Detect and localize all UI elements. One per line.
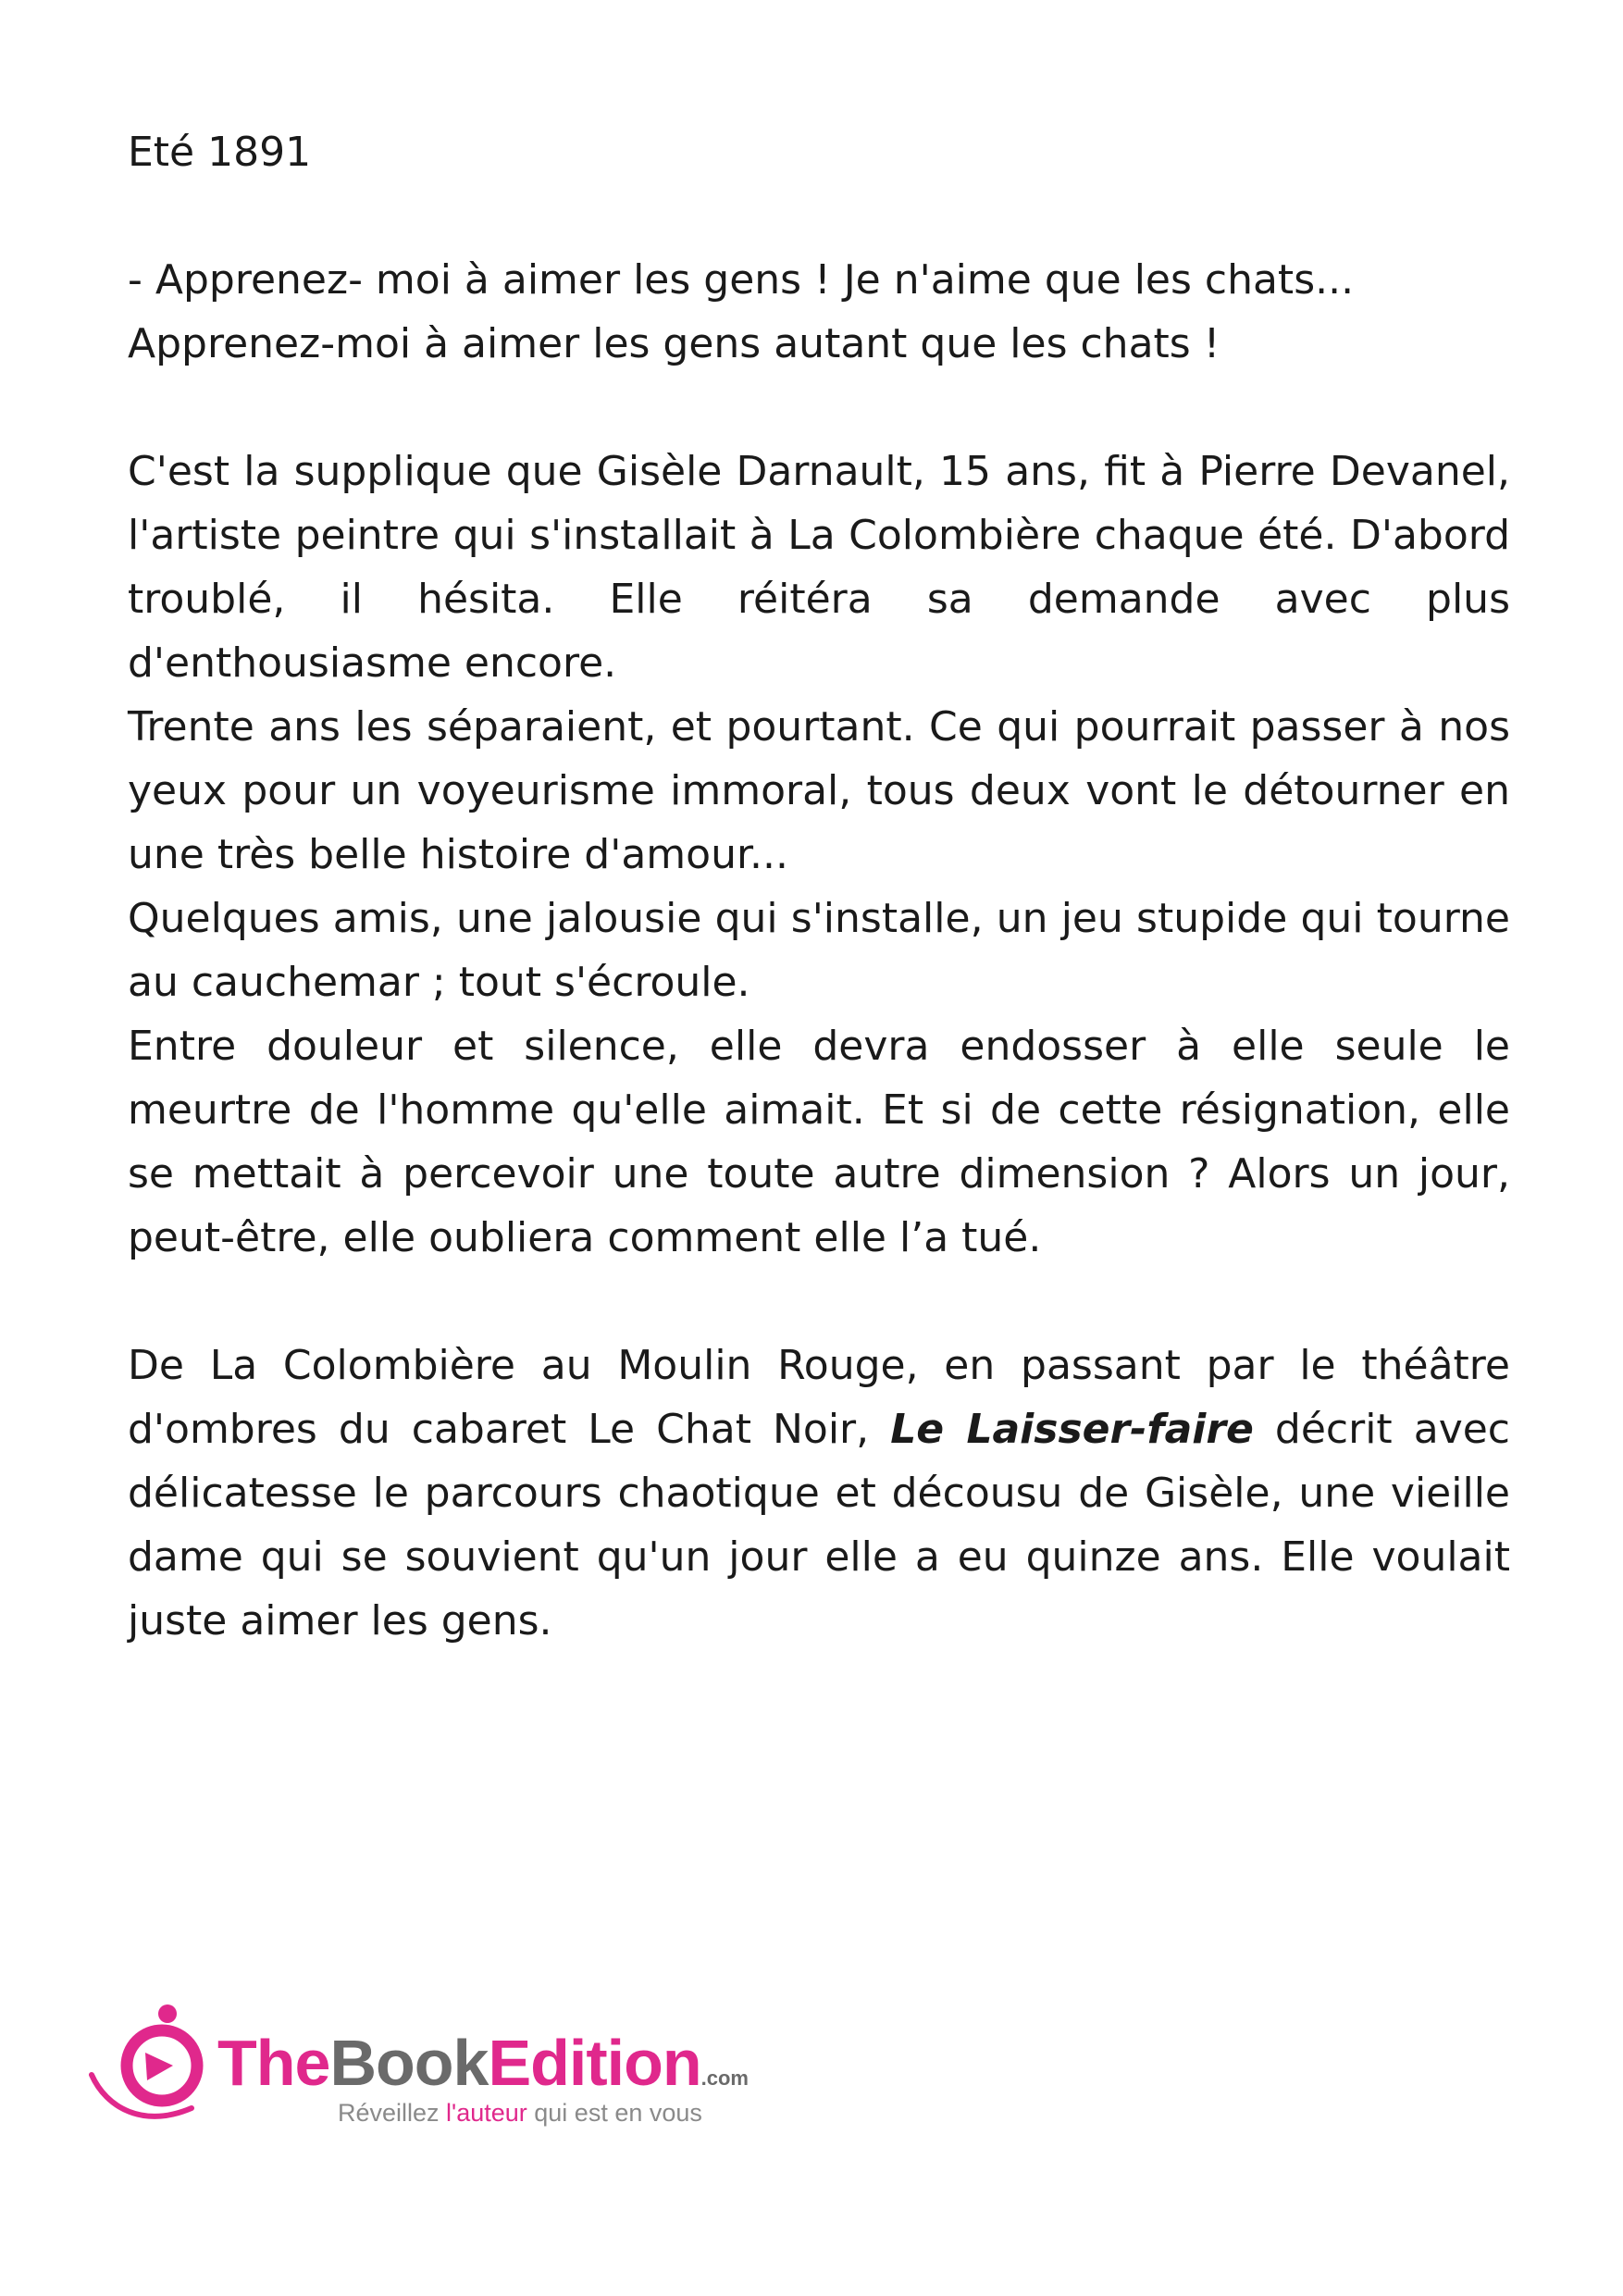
book-title: Le Laisser-faire [890,1406,1254,1453]
thebookedition-logo [88,1999,847,2138]
person-swirl-icon [88,1999,227,2138]
date-heading: Eté 1891 [128,129,312,176]
brand-tagline [338,2099,702,2127]
spacer [128,184,1510,248]
closing-text-end: décrit avec délicatesse le parcours chaotique et décousu de Gisèle, une vieille dame qui se souvient qu'un jour elle a eu quinze ans. Elle voulait juste aimer les gens. [128,1406,1510,1644]
closing-text-start: De La Colombière au Moulin Rouge, en passant par le théâtre d'ombres du cabaret Le Chat Noir, [128,1342,1510,1453]
tagline-start: Réveillez [338,2099,447,2127]
tagline-end: qui est en vous [527,2099,702,2127]
spacer [128,1270,1510,1334]
closing-paragraph [128,1334,1510,1653]
brand-com: .com [700,2066,749,2090]
opening-plea-repeat: Apprenez-moi à aimer les gens autant que les chats ! [128,320,1220,367]
synopsis-paragraph: C'est la supplique que Gisèle Darnault, 15 ans, fit à Pierre Devanel, l'artiste peintre qui s'installait à La Colombière chaque été. D'abord troublé, il hésita. Elle réitéra sa demande avec plus d'enthousiasme encore. [128,448,1510,687]
tagline-accent: l'auteur [446,2099,527,2127]
back-cover-text [128,120,1510,1653]
synopsis-paragraph: Quelques amis, une jalousie qui s'installe, un jeu stupide qui tourne au cauchemar ; tout s'écroule. [128,895,1510,1006]
spacer [128,376,1510,440]
opening-plea: - Apprenez- moi à aimer les gens ! Je n'aime que les chats... [128,256,1355,304]
synopsis-paragraph: Trente ans les séparaient, et pourtant. Ce qui pourrait passer à nos yeux pour un voyeurisme immoral, tous deux vont le détourner en une très belle histoire d'amour... [128,703,1510,878]
synopsis-paragraph: Entre douleur et silence, elle devra endosser à elle seule le meurtre de l'homme qu'elle aimait. Et si de cette résignation, elle se mettait à percevoir une toute autre dimension ? Alors un jour, peut-être, elle oubliera comment elle l’a tué. [128,1023,1510,1261]
brand-book: Book [329,2027,489,2099]
brand-the: The [217,2027,330,2099]
brand-edition: Edition [488,2027,701,2099]
